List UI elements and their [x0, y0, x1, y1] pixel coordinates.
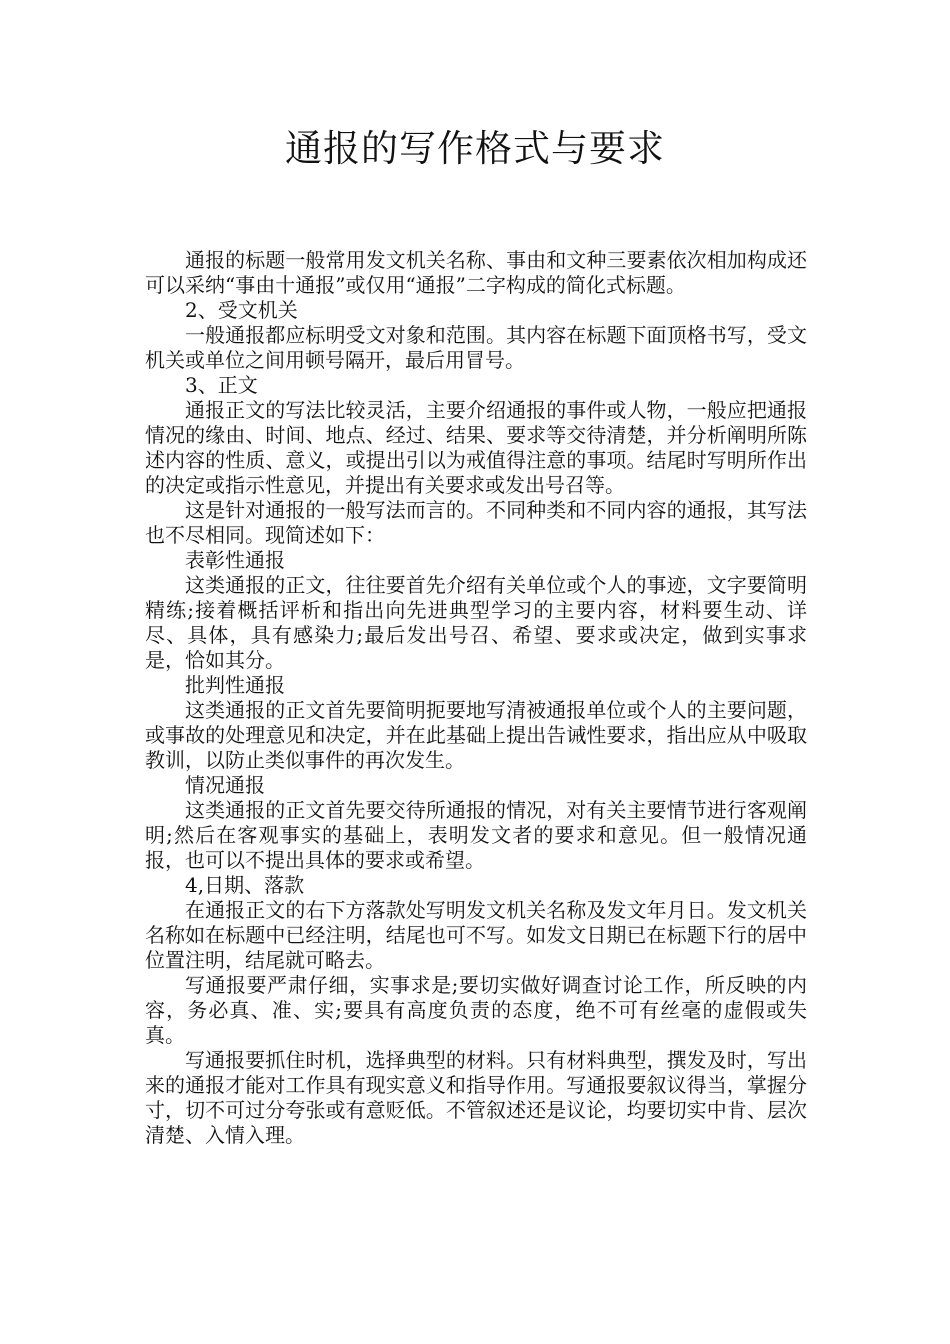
section-heading: 4,日期、落款 — [185, 873, 305, 897]
paragraph: 这类通报的正文首先要交待所通报的情况，对有关主要情节进行客观阐明;然后在客观事实的基础上，表明发文者的要求和意见。但一般情况通报，也可以不提出具体的要求或希望。 — [145, 798, 807, 872]
paragraph: 这类通报的正文，往往要首先介绍有关单位或个人的事迹，文字要简明精练;接着概括评析和指出向先进典型学习的主要内容，材料要生动、详尽、具体，具有感染力;最后发出号召、希望、要求或决定，做到实事求是，恰如其分。 — [145, 573, 807, 672]
paragraph: 通报的标题一般常用发文机关名称、事由和文种三要素依次相加构成还可以采纳“事由十通报”或仅用“通报”二字构成的简化式标题。 — [145, 248, 807, 297]
paragraph: 这是针对通报的一般写法而言的。不同种类和不同内容的通报，其写法也不尽相同。现简述如下： — [145, 498, 807, 547]
document-body — [145, 248, 807, 1148]
paragraph: 写通报要抓住时机，选择典型的材料。只有材料典型，撰发及时，写出来的通报才能对工作具有现实意义和指导作用。写通报要叙议得当，掌握分寸，切不可过分夸张或有意贬低。不管叙述还是议论，均要切实中肯、层次清楚、入情入理。 — [145, 1048, 807, 1147]
section-heading: 3、正文 — [185, 373, 258, 397]
paragraph: 在通报正文的右下方落款处写明发文机关名称及发文年月日。发文机关名称如在标题中已经注明，结尾也可不写。如发文日期已在标题下行的居中位置注明，结尾就可略去。 — [145, 898, 807, 972]
subsection-heading: 批判性通报 — [185, 673, 285, 697]
subsection-heading: 表彰性通报 — [185, 548, 285, 572]
paragraph: 通报正文的写法比较灵活，主要介绍通报的事件或人物，一般应把通报情况的缘由、时间、地点、经过、结果、要求等交待清楚，并分析阐明所陈述内容的性质、意义，或提出引以为戒值得注意的事项。结尾时写明所作出的决定或指示性意见，并提出有关要求或发出号召等。 — [145, 398, 807, 497]
paragraph: 这类通报的正文首先要简明扼要地写清被通报单位或个人的主要问题，或事故的处理意见和决定，并在此基础上提出告诫性要求，指出应从中吸取教训，以防止类似事件的再次发生。 — [145, 698, 807, 772]
paragraph: 写通报要严肃仔细，实事求是;要切实做好调查讨论工作，所反映的内容，务必真、准、实;要具有高度负责的态度，绝不可有丝毫的虚假或失真。 — [145, 973, 807, 1047]
subsection-heading: 情况通报 — [185, 773, 265, 797]
section-heading: 2、受文机关 — [185, 298, 298, 322]
paragraph: 一般通报都应标明受文对象和范围。其内容在标题下面顶格书写，受文机关或单位之间用顿号隔开，最后用冒号。 — [145, 323, 807, 372]
document-title: 通报的写作格式与要求 — [285, 127, 665, 170]
